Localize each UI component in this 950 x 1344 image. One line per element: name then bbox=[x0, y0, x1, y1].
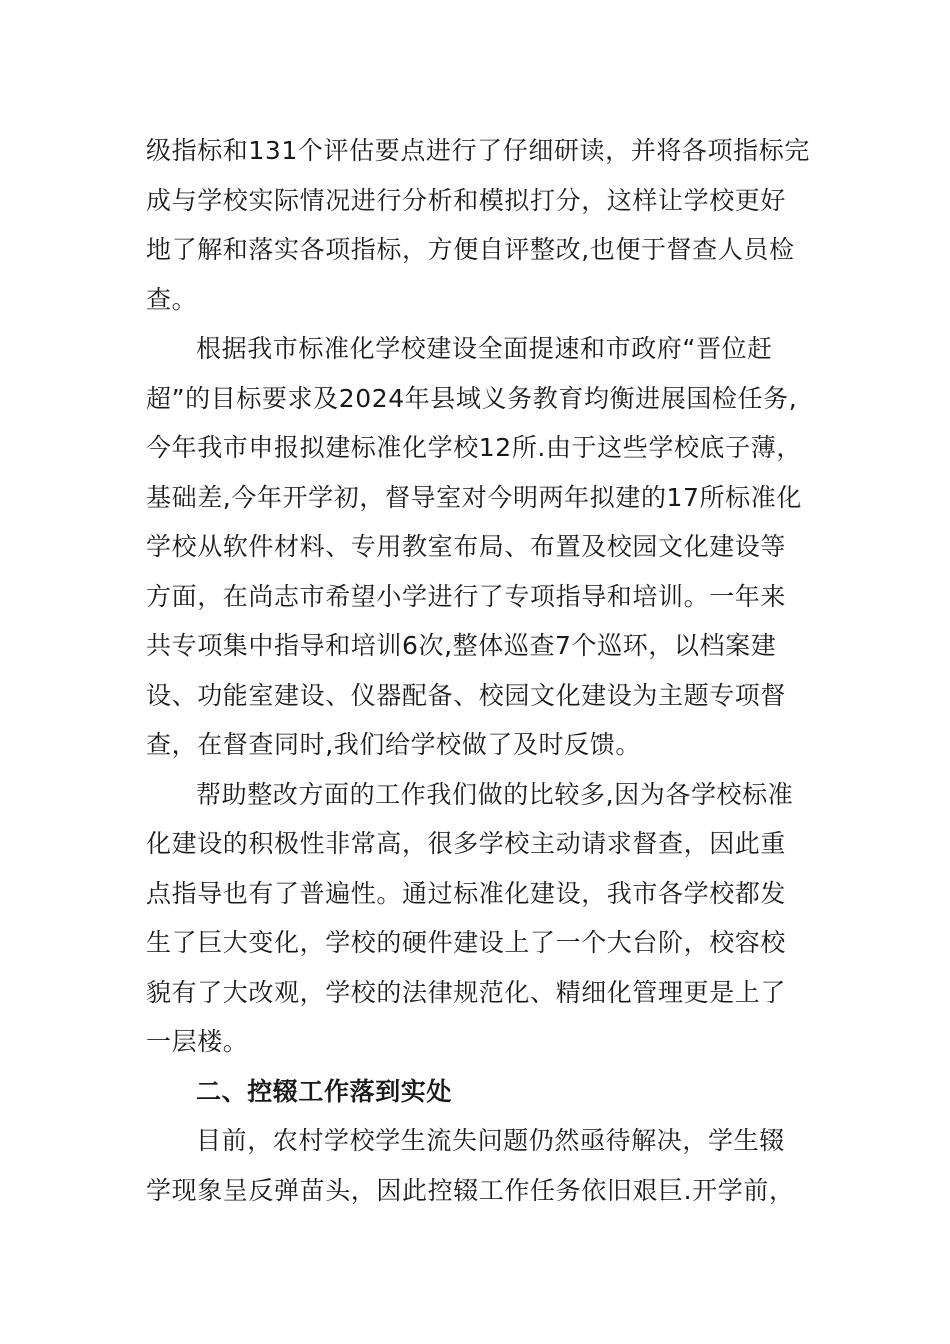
text-line: 今年我市申报拟建标准化学校12所.由于这些学校底子薄， bbox=[146, 433, 802, 462]
text-line: 成与学校实际情况进行分析和模拟打分，这样让学校更好 bbox=[146, 185, 787, 215]
text-line: 生了巨大变化，学校的硬件建设上了一个大台阶，校容校 bbox=[146, 928, 787, 957]
text-line: 设、功能室建设、仪器配备、校园文化建设为主题专项督 bbox=[146, 680, 787, 710]
text-line: 超”的目标要求及2024年县域义务教育均衡进展国检任务, bbox=[146, 383, 798, 413]
text-line: 级指标和131个评估要点进行了仔细研读，并将各项指标完 bbox=[146, 136, 810, 165]
document-body bbox=[146, 126, 816, 1215]
paragraph-start-line: 帮助整改方面的工作我们做的比较多,因为各学校标准 bbox=[196, 779, 794, 809]
text-line: 貌有了大改观，学校的法律规范化、精细化管理更是上了 bbox=[146, 977, 787, 1007]
text-line: 查，在督查同时,我们给学校做了及时反馈。 bbox=[146, 730, 641, 759]
text-line: 查。 bbox=[146, 284, 198, 314]
text-line: 共专项集中指导和培训6次,整体巡查7个巡环，以档案建 bbox=[146, 631, 777, 660]
section-heading: 二、控辍工作落到实处 bbox=[196, 1076, 453, 1106]
text-line: 点指导也有了普遍性。通过标准化建设，我市各学校都发 bbox=[146, 878, 787, 908]
text-line: 化建设的积极性非常高，很多学校主动请求督查，因此重 bbox=[146, 829, 787, 858]
paragraph-start-line: 目前，农村学校学生流失问题仍然亟待解决，学生辍 bbox=[196, 1126, 785, 1155]
text-line: 学现象呈反弹苗头，因此控辍工作任务依旧艰巨.开学前， bbox=[146, 1175, 795, 1205]
paragraph-start-line: 根据我市标准化学校建设全面提速和市政府“晋位赶 bbox=[196, 334, 773, 363]
text-line: 学校从软件材料、专用教室布局、布置及校园文化建设等 bbox=[146, 532, 787, 561]
text-line: 基础差,今年开学初，督导室对今明两年拟建的17所标准化 bbox=[146, 482, 802, 512]
text-line: 地了解和落实各项指标，方便自评整改,也便于督查人员检 bbox=[146, 235, 795, 264]
text-line: 方面，在尚志市希望小学进行了专项指导和培训。一年来 bbox=[146, 581, 787, 611]
text-line: 一层楼。 bbox=[146, 1027, 249, 1056]
